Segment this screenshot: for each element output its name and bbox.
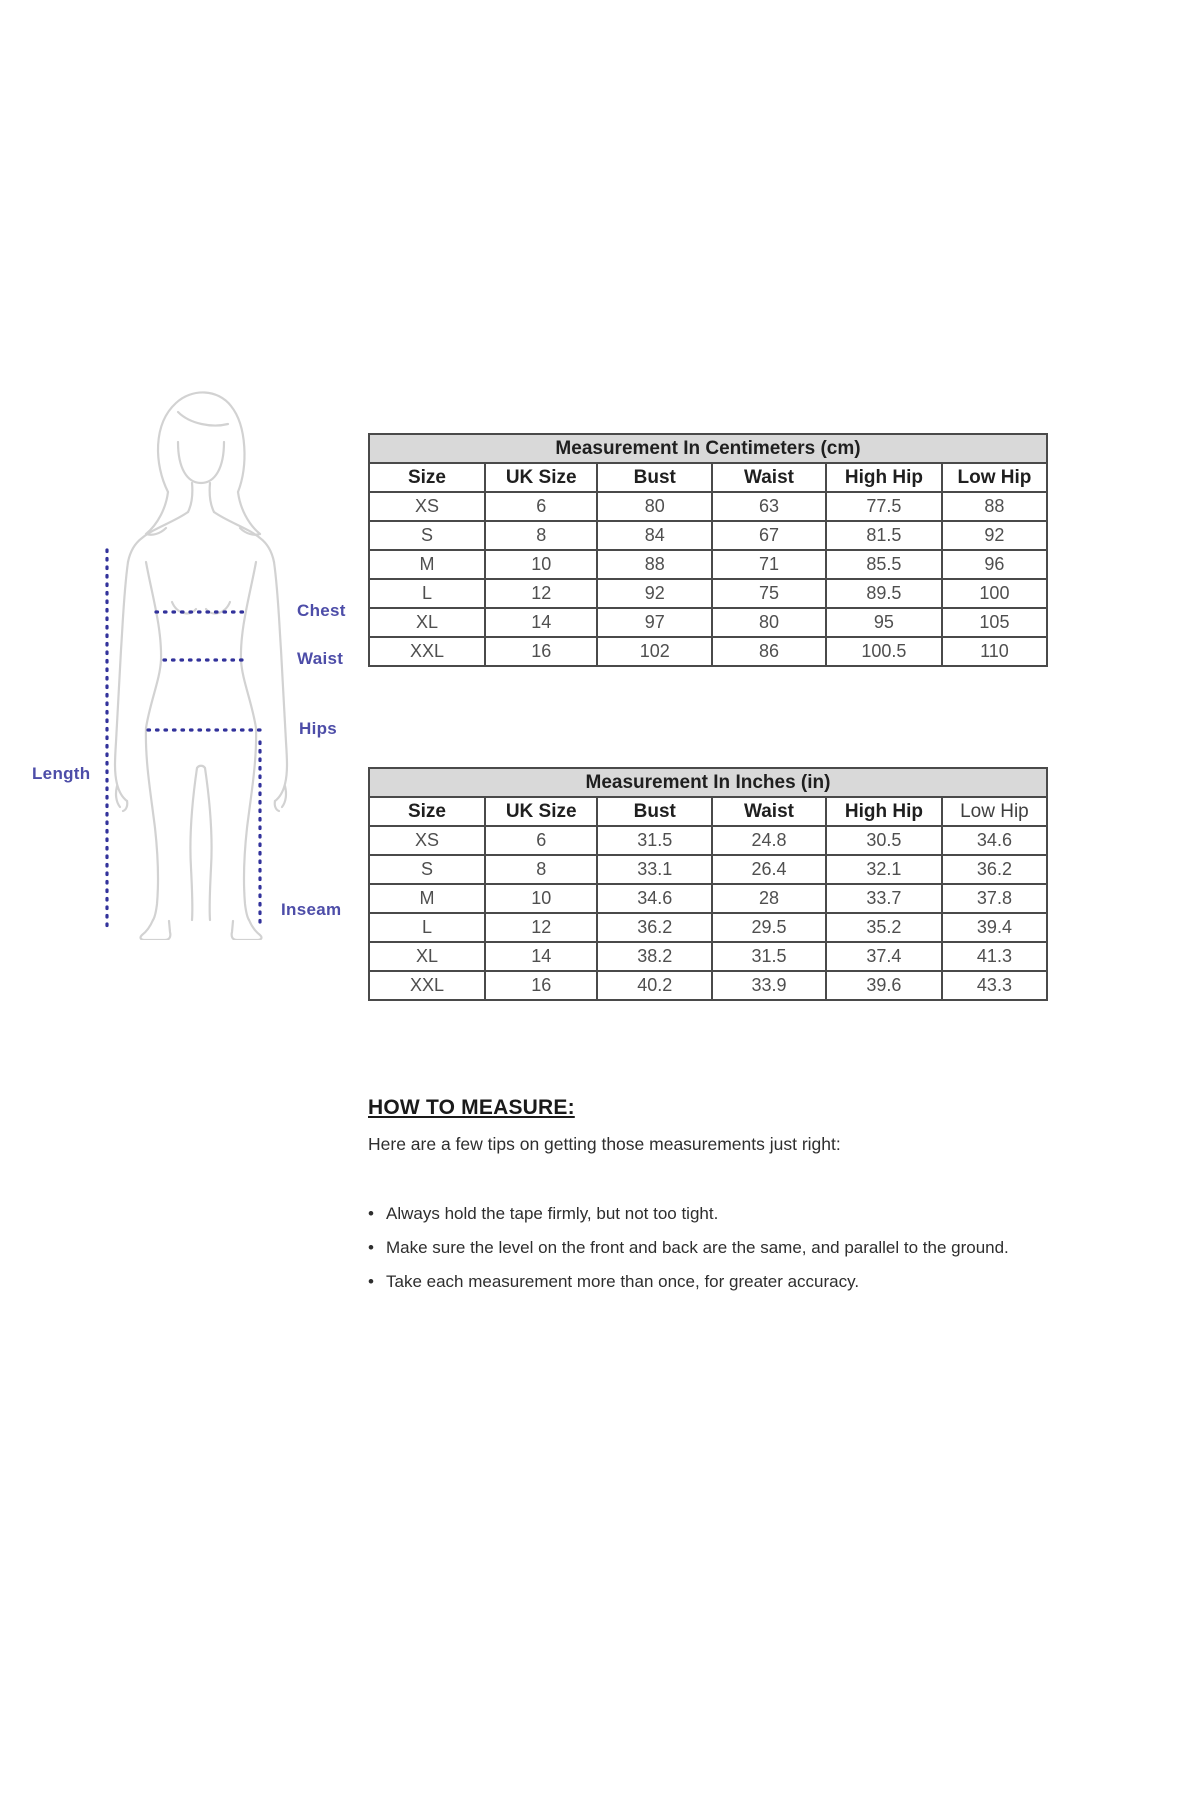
table-title-row [369, 434, 1047, 463]
tip-text: Make sure the level on the front and back are the same, and parallel to the ground. [386, 1238, 1009, 1257]
waist-label: Waist [297, 649, 344, 668]
how-to-measure-section [368, 1096, 1128, 1299]
table-cell: 75 [712, 579, 826, 608]
column-header: High Hip [826, 463, 942, 492]
table-cell: 77.5 [826, 492, 942, 521]
table-cell: 32.1 [826, 855, 942, 884]
table-cell: 63 [712, 492, 826, 521]
table-cell: 16 [485, 637, 598, 666]
measure-tip [368, 1231, 1128, 1265]
inseam-label: Inseam [281, 900, 342, 919]
size-table [368, 767, 1048, 1001]
table-cell: 67 [712, 521, 826, 550]
table-row [369, 521, 1047, 550]
column-header: Size [369, 797, 485, 826]
table-cell: 88 [597, 550, 712, 579]
table-cell: 28 [712, 884, 826, 913]
centimeters-size-table [368, 433, 1048, 667]
table-cell: XL [369, 608, 485, 637]
table-cell: 92 [597, 579, 712, 608]
table-cell: 24.8 [712, 826, 826, 855]
table-cell: 110 [942, 637, 1047, 666]
bullet-icon: • [368, 1238, 374, 1257]
table-row [369, 942, 1047, 971]
table-cell: 33.9 [712, 971, 826, 1000]
table-cell: 86 [712, 637, 826, 666]
table-cell: 12 [485, 579, 598, 608]
table-cell: 105 [942, 608, 1047, 637]
how-to-measure-intro: Here are a few tips on getting those measurements just right: [368, 1134, 841, 1154]
table-cell: 6 [485, 826, 598, 855]
table-cell: 100 [942, 579, 1047, 608]
table-cell: 31.5 [712, 942, 826, 971]
table-cell: 35.2 [826, 913, 942, 942]
table-cell: 96 [942, 550, 1047, 579]
length-label: Length [32, 764, 91, 783]
measure-tip [368, 1265, 1128, 1299]
size-table [368, 433, 1048, 667]
column-header: Low Hip [942, 797, 1047, 826]
column-header: High Hip [826, 797, 942, 826]
table-row [369, 884, 1047, 913]
table-cell: 84 [597, 521, 712, 550]
column-header: Low Hip [942, 463, 1047, 492]
table-cell: 40.2 [597, 971, 712, 1000]
column-header: Bust [597, 797, 712, 826]
table-row [369, 826, 1047, 855]
table-cell: XS [369, 492, 485, 521]
table-cell: 80 [597, 492, 712, 521]
table-row [369, 550, 1047, 579]
table-cell: 39.6 [826, 971, 942, 1000]
table-cell: 38.2 [597, 942, 712, 971]
table-cell: L [369, 579, 485, 608]
table-cell: XXL [369, 637, 485, 666]
table-cell: 92 [942, 521, 1047, 550]
table-cell: 6 [485, 492, 598, 521]
column-header: UK Size [485, 797, 598, 826]
bullet-icon: • [368, 1204, 374, 1223]
table-cell: 36.2 [597, 913, 712, 942]
measure-tip [368, 1197, 1128, 1231]
table-cell: 34.6 [942, 826, 1047, 855]
table-cell: 29.5 [712, 913, 826, 942]
table-cell: 10 [485, 550, 598, 579]
table-title: Measurement In Centimeters (cm) [369, 434, 1047, 463]
table-cell: 33.1 [597, 855, 712, 884]
table-cell: 36.2 [942, 855, 1047, 884]
table-header-row [369, 463, 1047, 492]
table-cell: 100.5 [826, 637, 942, 666]
chest-label: Chest [297, 601, 346, 620]
table-cell: 12 [485, 913, 598, 942]
table-cell: 80 [712, 608, 826, 637]
table-cell: L [369, 913, 485, 942]
tip-text: Take each measurement more than once, for greater accuracy. [386, 1272, 860, 1291]
hips-label: Hips [299, 719, 338, 738]
table-cell: 30.5 [826, 826, 942, 855]
table-cell: S [369, 521, 485, 550]
woman-outline [115, 392, 287, 940]
inches-size-table [368, 767, 1048, 1001]
how-to-measure-heading: HOW TO MEASURE: [368, 1096, 575, 1119]
column-header: UK Size [485, 463, 598, 492]
table-cell: 8 [485, 521, 598, 550]
table-cell: XS [369, 826, 485, 855]
table-cell: 31.5 [597, 826, 712, 855]
table-row [369, 608, 1047, 637]
table-cell: 14 [485, 608, 598, 637]
table-header-row [369, 797, 1047, 826]
table-cell: 39.4 [942, 913, 1047, 942]
table-row [369, 913, 1047, 942]
table-cell: 10 [485, 884, 598, 913]
column-header: Size [369, 463, 485, 492]
table-cell: 37.4 [826, 942, 942, 971]
table-cell: 88 [942, 492, 1047, 521]
table-row [369, 971, 1047, 1000]
table-row [369, 579, 1047, 608]
column-header: Waist [712, 797, 826, 826]
table-row [369, 855, 1047, 884]
table-cell: 34.6 [597, 884, 712, 913]
table-cell: 41.3 [942, 942, 1047, 971]
table-cell: 85.5 [826, 550, 942, 579]
table-cell: 43.3 [942, 971, 1047, 1000]
column-header: Waist [712, 463, 826, 492]
table-cell: 102 [597, 637, 712, 666]
table-cell: 89.5 [826, 579, 942, 608]
bullet-icon: • [368, 1272, 374, 1291]
column-header: Bust [597, 463, 712, 492]
table-row [369, 492, 1047, 521]
tip-text: Always hold the tape firmly, but not too tight. [386, 1204, 719, 1223]
table-cell: 14 [485, 942, 598, 971]
table-cell: 37.8 [942, 884, 1047, 913]
table-row [369, 637, 1047, 666]
table-cell: M [369, 550, 485, 579]
table-cell: 95 [826, 608, 942, 637]
table-cell: 26.4 [712, 855, 826, 884]
table-cell: 97 [597, 608, 712, 637]
table-cell: 71 [712, 550, 826, 579]
table-title-row [369, 768, 1047, 797]
table-title: Measurement In Inches (in) [369, 768, 1047, 797]
measure-tips-list [368, 1197, 1128, 1299]
table-cell: 16 [485, 971, 598, 1000]
table-cell: XL [369, 942, 485, 971]
table-cell: M [369, 884, 485, 913]
table-cell: XXL [369, 971, 485, 1000]
table-cell: 81.5 [826, 521, 942, 550]
table-cell: S [369, 855, 485, 884]
table-cell: 8 [485, 855, 598, 884]
table-cell: 33.7 [826, 884, 942, 913]
